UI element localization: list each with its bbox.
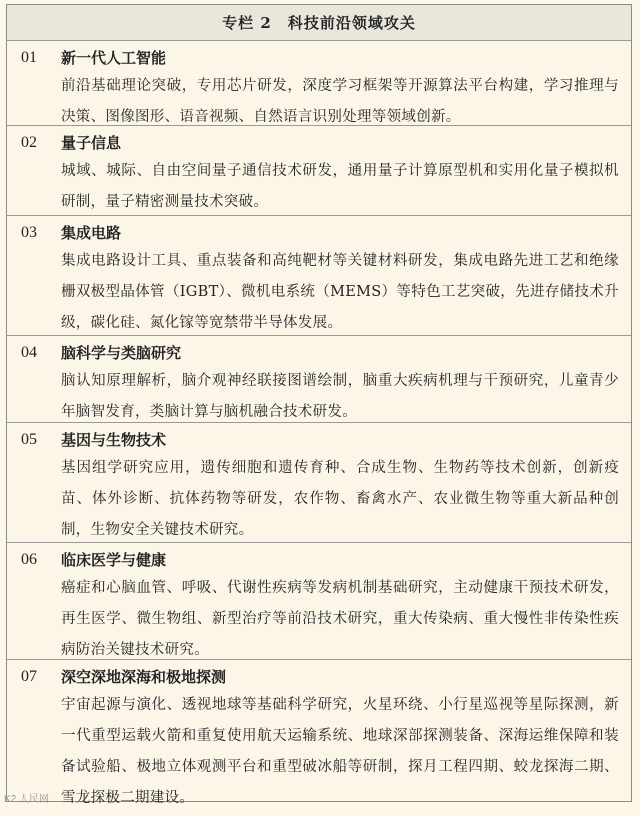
box-heading: 科技前沿领域攻关	[288, 12, 416, 33]
section-number: 07	[21, 664, 61, 690]
section-number: 02	[21, 130, 61, 156]
feature-box	[6, 4, 632, 802]
section-06	[7, 543, 631, 660]
section-title: 脑科学与类脑研究	[61, 340, 181, 366]
section-text: 癌症和心脑血管、呼吸、代谢性疾病等发病机制基础研究，主动健康干预技术研发，再生医学、微生物组、新型治疗等前沿技术研究，重大传染病、重大慢性非传染性疾病防治关键技术研究。	[21, 573, 619, 666]
section-title: 集成电路	[61, 220, 121, 246]
section-05	[7, 423, 631, 543]
box-title	[7, 5, 631, 41]
section-title: 基因与生物技术	[61, 427, 166, 453]
section-title: 临床医学与健康	[61, 547, 166, 573]
section-text: 宇宙起源与演化、透视地球等基础科学研究，火星环绕、小行星巡视等星际探测，新一代重型运载火箭和重复使用航天运输系统、地球深部探测装备、深海运维保障和装备试验船、极地立体观测平台和重型破冰船等研制，探月工程四期、蛟龙探海二期、雪龙探极二期建设。	[21, 690, 619, 814]
section-number: 04	[21, 340, 61, 366]
section-04	[7, 336, 631, 423]
section-text: 集成电路设计工具、重点装备和高纯靶材等关键材料研发，集成电路先进工艺和绝缘栅双极型晶体管（IGBT）、微机电系统（MEMS）等特色工艺突破，先进存储技术升级，碳化硅、氮化镓等宽禁带半导体发展。	[21, 246, 619, 339]
section-03	[7, 216, 631, 336]
section-text: 城域、城际、自由空间量子通信技术研发，通用量子计算原型机和实用化量子模拟机研制，量子精密测量技术突破。	[21, 156, 619, 218]
box-label: 专栏 2	[222, 12, 272, 33]
section-title: 新一代人工智能	[61, 45, 166, 71]
section-number: 03	[21, 220, 61, 246]
section-number: 05	[21, 427, 61, 453]
section-02	[7, 126, 631, 216]
section-title: 深空深地深海和极地探测	[61, 664, 226, 690]
section-number: 01	[21, 45, 61, 71]
section-title: 量子信息	[61, 130, 121, 156]
section-text: 前沿基础理论突破，专用芯片研发，深度学习框架等开源算法平台构建，学习推理与决策、图像图形、语音视频、自然语言识别处理等领域创新。	[21, 71, 619, 133]
watermark: K2 人民网	[4, 790, 49, 805]
section-text: 基因组学研究应用，遗传细胞和遗传育种、合成生物、生物药等技术创新，创新疫苗、体外诊断、抗体药物等研发，农作物、畜禽水产、农业微生物等重大新品种创制，生物安全关键技术研究。	[21, 453, 619, 546]
section-text: 脑认知原理解析，脑介观神经联接图谱绘制，脑重大疾病机理与干预研究，儿童青少年脑智发育，类脑计算与脑机融合技术研发。	[21, 366, 619, 428]
section-number: 06	[21, 547, 61, 573]
section-01	[7, 41, 631, 126]
section-07	[7, 660, 631, 816]
